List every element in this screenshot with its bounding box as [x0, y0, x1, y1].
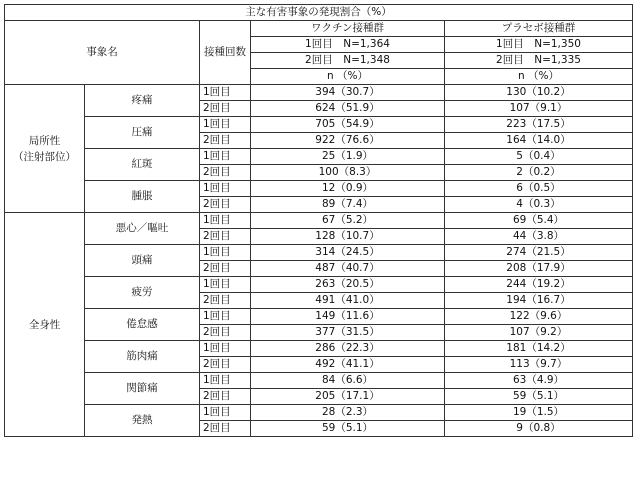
vaccine-value-cell: 492（41.1） [251, 357, 445, 373]
event-name: 紅斑 [85, 149, 200, 181]
dose-cell: 1回目 [200, 309, 251, 325]
placebo-value-cell: 223（17.5） [445, 117, 633, 133]
dose-cell: 1回目 [200, 373, 251, 389]
title-row [5, 5, 633, 21]
vaccine-value-cell: 12（0.9） [251, 181, 445, 197]
adverse-events-table-container [4, 4, 633, 437]
event-name: 関節痛 [85, 373, 200, 405]
dose-cell: 2回目 [200, 293, 251, 309]
table-row [5, 373, 633, 389]
placebo-value-cell: 63（4.9） [445, 373, 633, 389]
vaccine-value-cell: 487（40.7） [251, 261, 445, 277]
vaccine-value-cell: 922（76.6） [251, 133, 445, 149]
vaccine-value-cell: 59（5.1） [251, 421, 445, 437]
placebo-value-cell: 181（14.2） [445, 341, 633, 357]
dose-cell: 2回目 [200, 389, 251, 405]
placebo-value-cell: 244（19.2） [445, 277, 633, 293]
vaccine-value-cell: 394（30.7） [251, 85, 445, 101]
dose-cell: 1回目 [200, 85, 251, 101]
adverse-events-table [4, 4, 633, 437]
dose-cell: 2回目 [200, 197, 251, 213]
table-row [5, 213, 633, 229]
event-name: 疼痛 [85, 85, 200, 117]
event-name-header: 事象名 [5, 21, 200, 85]
vaccine-n-dose2: 2回目 N=1,348 [251, 53, 445, 69]
vaccine-value-cell: 28（2.3） [251, 405, 445, 421]
placebo-value-cell: 122（9.6） [445, 309, 633, 325]
vaccine-value-cell: 89（7.4） [251, 197, 445, 213]
dose-cell: 2回目 [200, 357, 251, 373]
table-row [5, 341, 633, 357]
vaccine-value-cell: 624（51.9） [251, 101, 445, 117]
placebo-value-cell: 59（5.1） [445, 389, 633, 405]
header-row-groups [5, 21, 633, 37]
placebo-value-cell: 44（3.8） [445, 229, 633, 245]
category-label: 局所性 （注射部位） [5, 85, 85, 213]
table-row [5, 309, 633, 325]
vaccine-value-cell: 67（5.2） [251, 213, 445, 229]
dose-cell: 2回目 [200, 261, 251, 277]
dose-cell: 2回目 [200, 101, 251, 117]
event-name: 悪心／嘔吐 [85, 213, 200, 245]
vaccine-value-cell: 314（24.5） [251, 245, 445, 261]
placebo-value-cell: 9（0.8） [445, 421, 633, 437]
placebo-value-cell: 69（5.4） [445, 213, 633, 229]
placebo-value-cell: 107（9.2） [445, 325, 633, 341]
table-row [5, 245, 633, 261]
vaccine-value-cell: 100（8.3） [251, 165, 445, 181]
vaccine-value-cell: 149（11.6） [251, 309, 445, 325]
dose-cell: 2回目 [200, 133, 251, 149]
dose-cell: 2回目 [200, 229, 251, 245]
placebo-value-cell: 107（9.1） [445, 101, 633, 117]
vaccine-value-cell: 84（6.6） [251, 373, 445, 389]
dose-cell: 1回目 [200, 181, 251, 197]
vaccine-value-cell: 128（10.7） [251, 229, 445, 245]
placebo-unit-label: n （%） [445, 69, 633, 85]
vaccine-value-cell: 205（17.1） [251, 389, 445, 405]
placebo-n-dose1: 1回目 N=1,350 [445, 37, 633, 53]
dose-cell: 1回目 [200, 341, 251, 357]
vaccine-group-header: ワクチン接種群 [251, 21, 445, 37]
vaccine-value-cell: 263（20.5） [251, 277, 445, 293]
placebo-value-cell: 113（9.7） [445, 357, 633, 373]
dose-cell: 1回目 [200, 405, 251, 421]
placebo-value-cell: 6（0.5） [445, 181, 633, 197]
event-name: 頭痛 [85, 245, 200, 277]
event-name: 筋肉痛 [85, 341, 200, 373]
table-row [5, 181, 633, 197]
vaccine-value-cell: 25（1.9） [251, 149, 445, 165]
placebo-value-cell: 5（0.4） [445, 149, 633, 165]
table-row [5, 117, 633, 133]
dose-cell: 1回目 [200, 277, 251, 293]
placebo-value-cell: 274（21.5） [445, 245, 633, 261]
dose-cell: 1回目 [200, 117, 251, 133]
table-title: 主な有害事象の発現割合（%） [5, 5, 633, 21]
table-row [5, 85, 633, 101]
placebo-value-cell: 164（14.0） [445, 133, 633, 149]
dose-header: 接種回数 [200, 21, 251, 85]
event-name: 腫脹 [85, 181, 200, 213]
dose-cell: 1回目 [200, 245, 251, 261]
vaccine-value-cell: 377（31.5） [251, 325, 445, 341]
placebo-group-header: プラセボ接種群 [445, 21, 633, 37]
dose-cell: 2回目 [200, 325, 251, 341]
vaccine-unit-label: n （%） [251, 69, 445, 85]
vaccine-value-cell: 705（54.9） [251, 117, 445, 133]
event-name: 圧痛 [85, 117, 200, 149]
table-row [5, 405, 633, 421]
dose-cell: 2回目 [200, 421, 251, 437]
placebo-value-cell: 130（10.2） [445, 85, 633, 101]
placebo-value-cell: 194（16.7） [445, 293, 633, 309]
placebo-n-dose2: 2回目 N=1,335 [445, 53, 633, 69]
category-label: 全身性 [5, 213, 85, 437]
dose-cell: 2回目 [200, 165, 251, 181]
event-name: 倦怠感 [85, 309, 200, 341]
placebo-value-cell: 2（0.2） [445, 165, 633, 181]
event-name: 疲労 [85, 277, 200, 309]
placebo-value-cell: 208（17.9） [445, 261, 633, 277]
event-name: 発熱 [85, 405, 200, 437]
placebo-value-cell: 19（1.5） [445, 405, 633, 421]
vaccine-value-cell: 491（41.0） [251, 293, 445, 309]
table-row [5, 277, 633, 293]
placebo-value-cell: 4（0.3） [445, 197, 633, 213]
vaccine-value-cell: 286（22.3） [251, 341, 445, 357]
dose-cell: 1回目 [200, 213, 251, 229]
dose-cell: 1回目 [200, 149, 251, 165]
vaccine-n-dose1: 1回目 N=1,364 [251, 37, 445, 53]
table-row [5, 149, 633, 165]
